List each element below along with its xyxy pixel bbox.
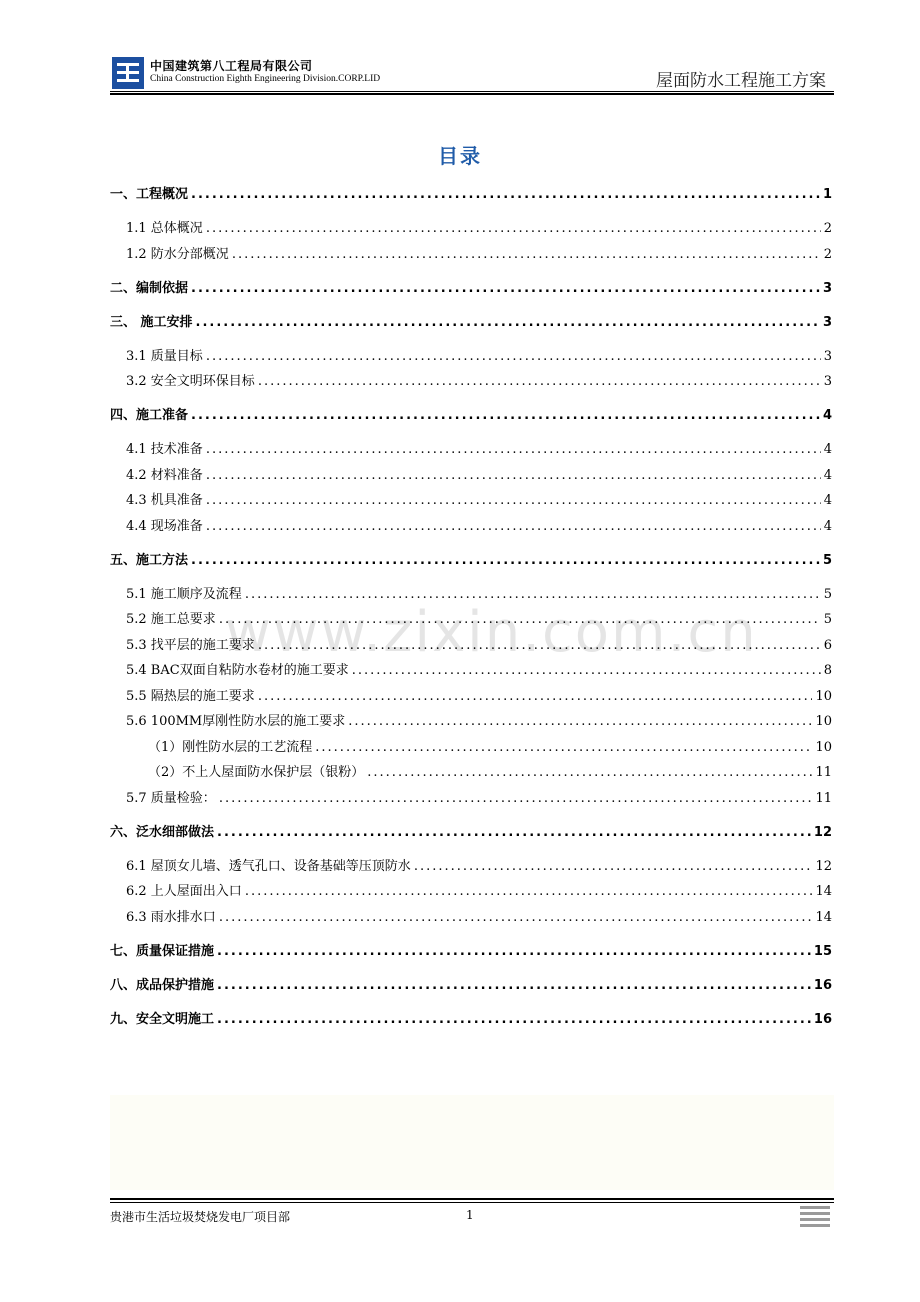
toc-entry-page: 4 — [823, 518, 832, 534]
toc-entry-page: 2 — [823, 246, 832, 262]
toc-entry[interactable] — [110, 549, 832, 575]
toc-entry[interactable] — [110, 438, 832, 464]
toc-entry[interactable] — [110, 761, 832, 787]
toc-entry[interactable] — [110, 277, 832, 303]
toc-leader-dots — [219, 612, 821, 627]
table-of-contents — [110, 183, 832, 1033]
toc-entry[interactable] — [110, 659, 832, 685]
header-divider — [110, 91, 834, 92]
toc-leader-dots — [217, 1012, 811, 1027]
toc-entry-label: 4.3 机具准备 — [126, 493, 203, 508]
toc-leader-dots — [206, 221, 821, 236]
toc-entry-label: 四、施工准备 — [110, 408, 189, 423]
shaded-area — [110, 1095, 834, 1190]
toc-entry-page: 5 — [822, 552, 832, 568]
footer-logo-icon — [800, 1206, 830, 1232]
toc-leader-dots — [258, 374, 821, 389]
toc-leader-dots — [217, 825, 811, 840]
toc-entry[interactable] — [110, 855, 832, 881]
toc-entry-label: （2）不上人屋面防水保护层（银粉） — [148, 765, 365, 780]
toc-entry-page: 10 — [815, 714, 832, 729]
toc-leader-dots — [258, 689, 813, 704]
toc-entry[interactable] — [110, 183, 832, 209]
toc-entry[interactable] — [110, 243, 832, 269]
watermark: www.zixin.com.cn — [225, 600, 758, 665]
toc-entry-page: 8 — [823, 663, 832, 678]
toc-entry[interactable] — [110, 608, 832, 634]
toc-entry[interactable] — [110, 940, 832, 966]
toc-entry-page: 11 — [815, 765, 832, 780]
toc-title: 目录 — [438, 144, 482, 168]
toc-entry-label: 5.4 BAC双面自粘防水卷材的施工要求 — [126, 663, 349, 678]
toc-entry[interactable] — [110, 583, 832, 609]
toc-entry-page: 10 — [815, 688, 832, 704]
toc-entry-page: 12 — [815, 858, 832, 874]
toc-entry-label: 三、 施工安排 — [110, 314, 193, 330]
toc-entry-page: 3 — [823, 348, 832, 364]
toc-entry-page: 5 — [823, 586, 832, 602]
toc-leader-dots — [191, 408, 820, 423]
toc-entry-page: 10 — [815, 739, 832, 755]
toc-entry[interactable] — [110, 345, 832, 371]
toc-entry-page: 14 — [815, 909, 832, 925]
toc-entry[interactable] — [110, 404, 832, 430]
footer-project-name: 贵港市生活垃圾焚烧发电厂项目部 — [110, 1210, 291, 1224]
toc-entry-label: 6.3 雨水排水口 — [126, 909, 216, 925]
toc-leader-dots — [206, 519, 821, 534]
toc-entry-page: 3 — [822, 314, 832, 330]
company-logo — [112, 57, 144, 89]
toc-entry-page: 3 — [822, 280, 832, 296]
toc-entry-label: 3.1 质量目标 — [126, 348, 203, 364]
toc-entry-label: 5.6 100MM厚刚性防水层的施工要求 — [126, 714, 346, 729]
toc-entry[interactable] — [110, 974, 832, 1000]
toc-entry-label: 4.4 现场准备 — [126, 518, 203, 534]
toc-entry-label: 六、泛水细部做法 — [110, 824, 215, 840]
toc-entry-label: 6.1 屋顶女儿墙、透气孔口、设备基础等压顶防水 — [126, 858, 411, 874]
toc-entry[interactable] — [110, 821, 832, 847]
toc-entry-page: 4 — [822, 408, 832, 423]
toc-leader-dots — [196, 315, 820, 330]
toc-leader-dots — [367, 765, 812, 780]
toc-entry-label: 3.2 安全文明环保目标 — [126, 374, 255, 389]
toc-leader-dots — [258, 638, 821, 653]
document-title: 屋面防水工程施工方案 — [656, 71, 826, 91]
footer-divider-thick — [110, 1198, 834, 1200]
toc-leader-dots — [245, 884, 813, 899]
toc-leader-dots — [217, 978, 811, 993]
toc-entry-label: 1.2 防水分部概况 — [126, 246, 229, 262]
toc-entry[interactable] — [110, 464, 832, 490]
toc-leader-dots — [206, 468, 821, 483]
toc-entry-page: 5 — [823, 612, 832, 627]
toc-entry-page: 4 — [823, 467, 832, 483]
toc-entry[interactable] — [110, 515, 832, 541]
company-name-cn: 中国建筑第八工程局有限公司 — [150, 59, 313, 73]
toc-entry-label: （1）刚性防水层的工艺流程 — [148, 739, 313, 755]
toc-entry-label: 九、安全文明施工 — [110, 1011, 215, 1027]
footer-page-number: 1 — [466, 1208, 474, 1222]
toc-entry[interactable] — [110, 311, 832, 337]
toc-entry-label: 五、施工方法 — [110, 552, 189, 568]
toc-leader-dots — [191, 187, 820, 202]
toc-entry-label: 一、工程概况 — [110, 187, 189, 202]
toc-entry-page: 16 — [813, 1011, 832, 1027]
toc-entry-label: 1.1 总体概况 — [126, 221, 203, 236]
toc-entry[interactable] — [110, 217, 832, 243]
toc-entry-page: 14 — [815, 884, 832, 899]
toc-leader-dots — [219, 910, 813, 925]
toc-entry-page: 15 — [813, 943, 832, 959]
toc-leader-dots — [315, 740, 812, 755]
toc-entry-label: 5.1 施工顺序及流程 — [126, 586, 242, 602]
toc-entry[interactable] — [110, 634, 832, 660]
toc-entry-page: 1 — [822, 187, 832, 202]
toc-entry-label: 6.2 上人屋面出入口 — [126, 884, 242, 899]
page-header — [110, 55, 834, 93]
toc-entry-page: 11 — [815, 790, 832, 806]
toc-leader-dots — [414, 859, 813, 874]
toc-leader-dots — [191, 553, 820, 568]
toc-leader-dots — [206, 493, 821, 508]
company-name-en: China Construction Eighth Engineering Division.CORP.LID — [150, 74, 381, 84]
footer-divider — [110, 1202, 834, 1203]
toc-entry-label: 5.3 找平层的施工要求 — [126, 637, 255, 653]
toc-leader-dots — [217, 944, 811, 959]
toc-entry-page: 6 — [823, 637, 832, 653]
header-divider-thick — [110, 93, 834, 95]
toc-entry[interactable] — [110, 787, 832, 813]
toc-entry-page: 12 — [813, 824, 832, 840]
toc-entry-label: 二、编制依据 — [110, 280, 189, 296]
toc-entry[interactable] — [110, 710, 832, 736]
toc-leader-dots — [232, 247, 821, 262]
toc-entry-page: 4 — [823, 442, 832, 457]
toc-entry[interactable] — [110, 906, 832, 932]
toc-entry-page: 16 — [813, 977, 832, 993]
toc-leader-dots — [219, 791, 813, 806]
toc-entry-label: 4.2 材料准备 — [126, 467, 203, 483]
toc-leader-dots — [206, 349, 821, 364]
toc-leader-dots — [206, 442, 821, 457]
toc-entry-page: 2 — [823, 221, 832, 236]
toc-leader-dots — [245, 587, 821, 602]
toc-entry[interactable] — [110, 1008, 832, 1034]
toc-entry-label: 4.1 技术准备 — [126, 442, 203, 457]
toc-entry[interactable] — [110, 370, 832, 396]
toc-entry-label: 5.5 隔热层的施工要求 — [126, 688, 255, 704]
toc-entry-page: 3 — [823, 374, 832, 389]
toc-leader-dots — [348, 714, 812, 729]
toc-entry-label: 八、成品保护措施 — [110, 977, 215, 993]
toc-entry[interactable] — [110, 685, 832, 711]
toc-entry[interactable] — [110, 880, 832, 906]
toc-leader-dots — [191, 281, 820, 296]
toc-entry-label: 5.7 质量检验： — [126, 790, 216, 806]
toc-entry-label: 5.2 施工总要求 — [126, 612, 216, 627]
toc-entry[interactable] — [110, 736, 832, 762]
toc-entry-page: 4 — [823, 493, 832, 508]
toc-leader-dots — [352, 663, 821, 678]
toc-entry-label: 七、质量保证措施 — [110, 943, 215, 959]
toc-entry[interactable] — [110, 489, 832, 515]
